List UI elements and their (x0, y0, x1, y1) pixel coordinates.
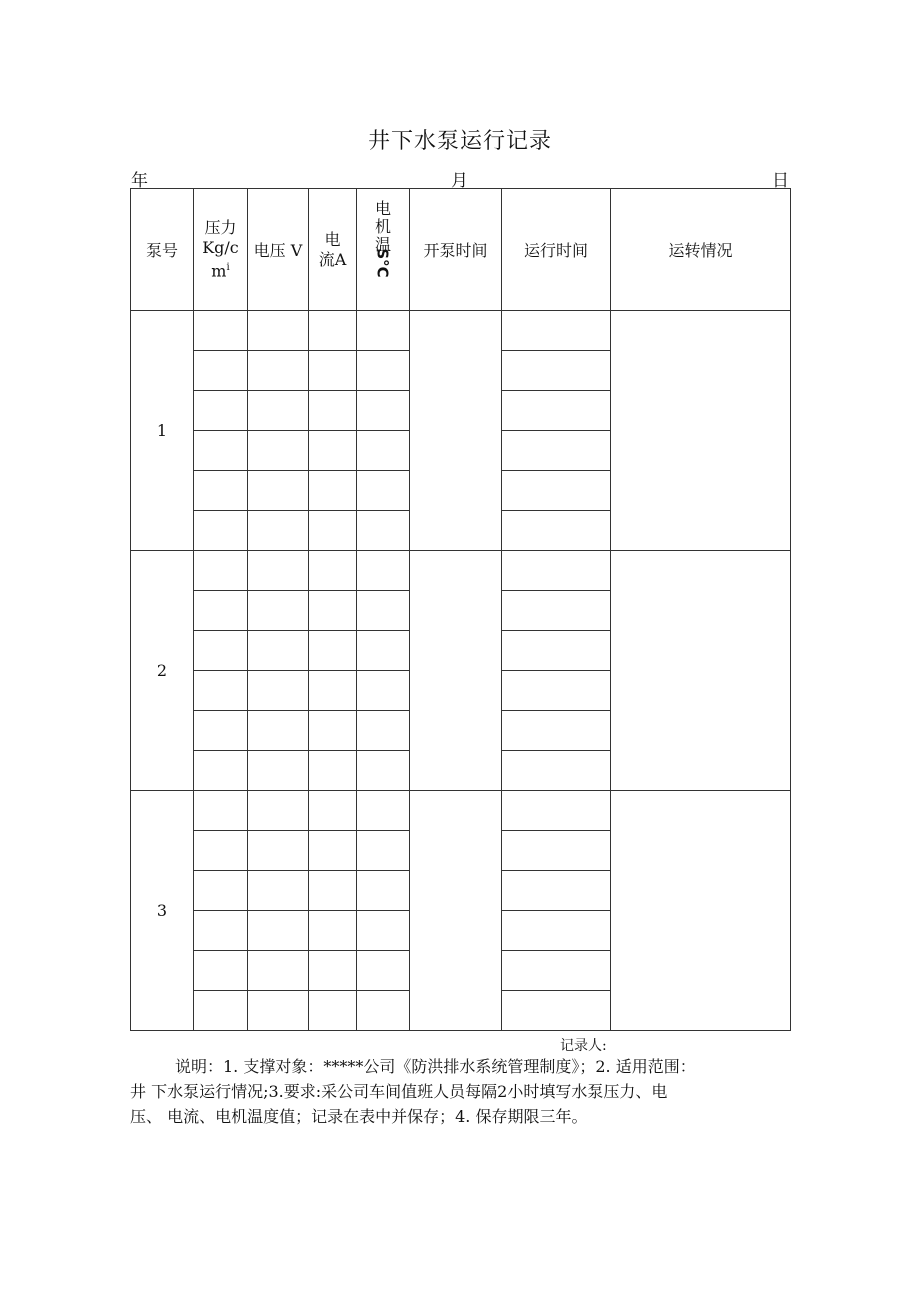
voltage-cell[interactable] (248, 351, 309, 391)
motor-temp-cell[interactable] (357, 911, 410, 951)
date-year-label: 年 (131, 171, 148, 191)
pressure-cell[interactable] (194, 431, 248, 471)
voltage-cell[interactable] (248, 511, 309, 551)
page-title: 井下水泵运行记录 (367, 129, 552, 154)
pressure-cell[interactable] (194, 951, 248, 991)
pressure-cell[interactable] (194, 711, 248, 751)
run-time-cell[interactable] (502, 311, 611, 351)
start-time-cell[interactable] (410, 551, 502, 791)
pressure-cell[interactable] (194, 631, 248, 671)
motor-temp-cell[interactable] (357, 751, 410, 791)
pressure-cell[interactable] (194, 391, 248, 431)
run-time-cell[interactable] (502, 711, 611, 751)
header-pressure: 压力 Kg/c $m^i$ (194, 189, 248, 311)
voltage-cell[interactable] (248, 711, 309, 751)
header-motor-temp: 电 机 温 S°C (357, 189, 410, 311)
header-pump-no: 泵号 (131, 189, 194, 311)
current-cell[interactable] (309, 431, 357, 471)
voltage-cell[interactable] (248, 471, 309, 511)
voltage-cell[interactable] (248, 631, 309, 671)
status-cell[interactable] (611, 791, 791, 1031)
run-time-cell[interactable] (502, 351, 611, 391)
pressure-cell[interactable] (194, 671, 248, 711)
voltage-cell[interactable] (248, 671, 309, 711)
header-row (131, 189, 791, 311)
current-cell[interactable] (309, 511, 357, 551)
pressure-cell[interactable] (194, 591, 248, 631)
motor-temp-cell[interactable] (357, 791, 410, 831)
pressure-cell[interactable] (194, 751, 248, 791)
motor-temp-cell[interactable] (357, 471, 410, 511)
motor-temp-cell[interactable] (357, 871, 410, 911)
run-time-cell[interactable] (502, 831, 611, 871)
run-time-cell[interactable] (502, 431, 611, 471)
motor-temp-cell[interactable] (357, 671, 410, 711)
table-row (131, 551, 791, 591)
pressure-cell[interactable] (194, 911, 248, 951)
note-line-2: 井 下水泵运行情况;3.要求:采公司车间值班人员每隔2小时填写水泵压力、电 (130, 1082, 668, 1101)
motor-temp-cell[interactable] (357, 311, 410, 351)
run-time-cell[interactable] (502, 951, 611, 991)
motor-temp-cell[interactable] (357, 951, 410, 991)
motor-temp-cell[interactable] (357, 991, 410, 1031)
motor-temp-cell[interactable] (357, 711, 410, 751)
run-time-cell[interactable] (502, 511, 611, 551)
voltage-cell[interactable] (248, 991, 309, 1031)
run-time-cell[interactable] (502, 671, 611, 711)
pressure-cell[interactable] (194, 351, 248, 391)
current-cell[interactable] (309, 791, 357, 831)
pump-number-cell: 1 (131, 311, 194, 551)
run-time-cell[interactable] (502, 551, 611, 591)
current-cell[interactable] (309, 711, 357, 751)
motor-temp-cell[interactable] (357, 591, 410, 631)
run-time-cell[interactable] (502, 751, 611, 791)
header-voltage: 电压 V (248, 189, 309, 311)
voltage-cell[interactable] (248, 791, 309, 831)
current-cell[interactable] (309, 991, 357, 1031)
current-cell[interactable] (309, 911, 357, 951)
header-status: 运转情况 (611, 189, 791, 311)
start-time-cell[interactable] (410, 791, 502, 1031)
run-time-cell[interactable] (502, 591, 611, 631)
pressure-cell[interactable] (194, 791, 248, 831)
run-time-cell[interactable] (502, 791, 611, 831)
pressure-cell[interactable] (194, 311, 248, 351)
date-month-label: 月 (451, 171, 468, 191)
pump-number-cell: 2 (131, 551, 194, 791)
motor-temp-cell[interactable] (357, 431, 410, 471)
voltage-cell[interactable] (248, 871, 309, 911)
voltage-cell[interactable] (248, 311, 309, 351)
run-time-cell[interactable] (502, 871, 611, 911)
date-day-label: 日 (772, 171, 789, 191)
voltage-cell[interactable] (248, 751, 309, 791)
run-time-cell[interactable] (502, 991, 611, 1031)
current-cell[interactable] (309, 551, 357, 591)
header-run-time: 运行时间 (502, 189, 611, 311)
motor-temp-cell[interactable] (357, 351, 410, 391)
run-time-cell[interactable] (502, 471, 611, 511)
status-cell[interactable] (611, 551, 791, 791)
recorder-label: 记录人: (560, 1038, 607, 1054)
start-time-cell[interactable] (410, 311, 502, 551)
current-cell[interactable] (309, 751, 357, 791)
status-cell[interactable] (611, 311, 791, 551)
pressure-cell[interactable] (194, 551, 248, 591)
table-row (131, 311, 791, 351)
motor-temp-cell[interactable] (357, 831, 410, 871)
voltage-cell[interactable] (248, 431, 309, 471)
motor-temp-cell[interactable] (357, 631, 410, 671)
run-time-cell[interactable] (502, 911, 611, 951)
current-cell[interactable] (309, 351, 357, 391)
run-time-cell[interactable] (502, 391, 611, 431)
current-cell[interactable] (309, 951, 357, 991)
motor-temp-cell[interactable] (357, 511, 410, 551)
current-cell[interactable] (309, 591, 357, 631)
current-cell[interactable] (309, 391, 357, 431)
motor-temp-cell[interactable] (357, 391, 410, 431)
pressure-cell[interactable] (194, 991, 248, 1031)
current-cell[interactable] (309, 671, 357, 711)
note-block (130, 1054, 770, 1129)
pressure-cell[interactable] (194, 511, 248, 551)
current-cell[interactable] (309, 471, 357, 511)
pump-log-table (130, 188, 791, 1031)
voltage-cell[interactable] (248, 591, 309, 631)
current-cell[interactable] (309, 871, 357, 911)
pressure-cell[interactable] (194, 871, 248, 911)
header-start-time: 开泵时间 (410, 189, 502, 311)
pump-number-cell: 3 (131, 791, 194, 1031)
voltage-cell[interactable] (248, 831, 309, 871)
run-time-cell[interactable] (502, 631, 611, 671)
pressure-cell[interactable] (194, 831, 248, 871)
current-cell[interactable] (309, 311, 357, 351)
voltage-cell[interactable] (248, 951, 309, 991)
current-cell[interactable] (309, 631, 357, 671)
voltage-cell[interactable] (248, 911, 309, 951)
motor-temp-unit: S°C (374, 247, 392, 278)
voltage-cell[interactable] (248, 551, 309, 591)
table-row (131, 791, 791, 831)
pressure-cell[interactable] (194, 471, 248, 511)
current-cell[interactable] (309, 831, 357, 871)
note-line-3: 压、 电流、电机温度值；记录在表中并保存；4. 保存期限三年。 (130, 1107, 588, 1126)
header-current: 电 流A (309, 189, 357, 311)
motor-temp-cell[interactable] (357, 551, 410, 591)
voltage-cell[interactable] (248, 391, 309, 431)
note-line-1: 说明：1. 支撑对象：*****公司《防洪排水系统管理制度》；2. 适用范围： (175, 1057, 696, 1076)
